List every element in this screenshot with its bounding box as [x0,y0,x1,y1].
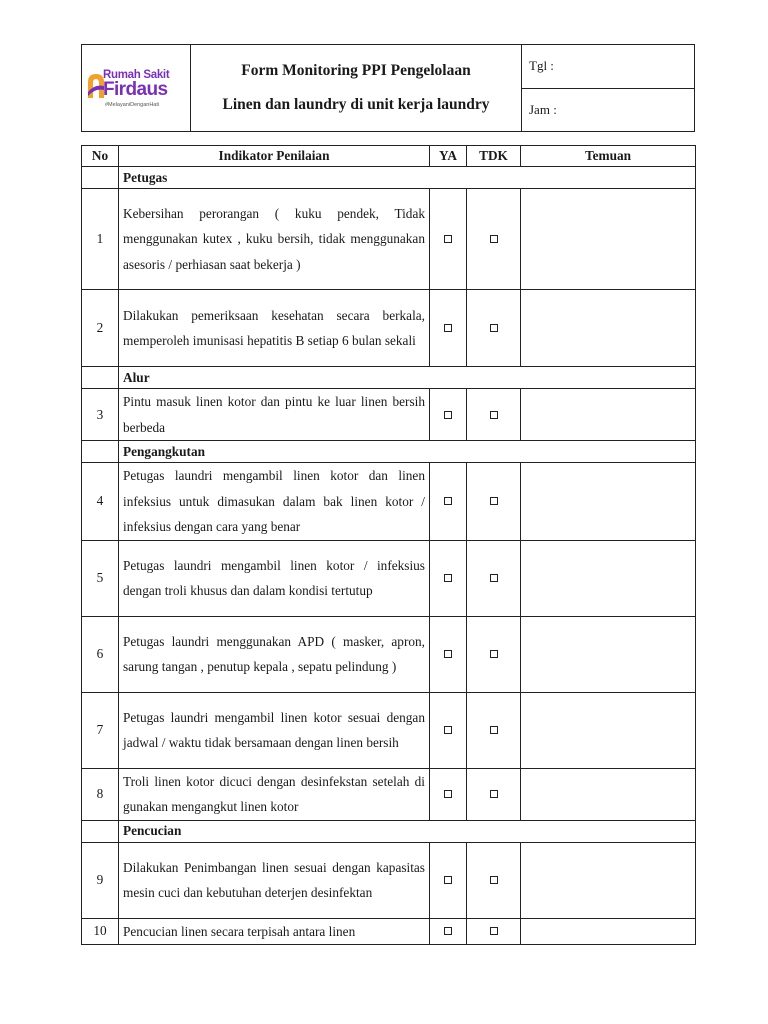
indicator-text: Petugas laundri menggunakan APD ( masker, apron, sarung tangan , penutup kepala , sepatu pelindung ) [119,616,430,692]
header-tdk: TDK [467,146,521,167]
section-title-pengangkutan: Pengangkutan [119,441,696,463]
logo-text-line1: Rumah Sakit [103,69,170,81]
hospital-logo [86,58,190,118]
tdk-checkbox[interactable] [467,463,521,541]
checkbox-icon [444,574,452,582]
ya-checkbox[interactable] [430,290,467,367]
header-temuan: Temuan [521,146,696,167]
ya-checkbox[interactable] [430,389,467,441]
table-header-row [82,146,696,167]
tdk-checkbox[interactable] [467,290,521,367]
table-row [82,616,696,692]
title-line-2: Linen dan laundry di unit kerja laundry [222,96,490,113]
checkbox-icon [490,927,498,935]
row-number: 6 [82,616,119,692]
row-number: 7 [82,692,119,768]
table-row [82,290,696,367]
temuan-cell[interactable] [521,918,696,945]
temuan-cell[interactable] [521,842,696,918]
jam-label: Jam : [529,101,557,117]
checkbox-icon [444,726,452,734]
header-no: No [82,146,119,167]
checkbox-icon [444,650,452,658]
indicator-text: Dilakukan Penimbangan linen sesuai dengan kapasitas mesin cuci dan kebutuhan deterjen desinfektan [119,842,430,918]
tdk-checkbox[interactable] [467,692,521,768]
row-number: 2 [82,290,119,367]
checkbox-icon [444,235,452,243]
ya-checkbox[interactable] [430,918,467,945]
ya-checkbox[interactable] [430,768,467,820]
table-row [82,918,696,945]
tdk-checkbox[interactable] [467,768,521,820]
header-ya: YA [430,146,467,167]
row-number: 10 [82,918,119,945]
tgl-label: Tgl : [529,58,554,74]
tdk-checkbox[interactable] [467,540,521,616]
tdk-checkbox[interactable] [467,389,521,441]
table-row [82,463,696,541]
checkbox-icon [490,650,498,658]
section-row [82,820,696,842]
checkbox-icon [444,497,452,505]
ya-checkbox[interactable] [430,692,467,768]
header-indicator: Indikator Penilaian [119,146,430,167]
checkbox-icon [490,726,498,734]
checkbox-icon [444,324,452,332]
indicator-text: Petugas laundri mengambil linen kotor dan linen infeksius untuk dimasukan dalam bak linen kotor / infeksius dengan cara yang benar [119,463,430,541]
tgl-field[interactable] [522,45,695,89]
section-row [82,441,696,463]
row-number: 4 [82,463,119,541]
tdk-checkbox[interactable] [467,918,521,945]
temuan-cell[interactable] [521,540,696,616]
assessment-table [81,145,696,945]
section-title-alur: Alur [119,367,696,389]
checkbox-icon [490,574,498,582]
indicator-text: Pintu masuk linen kotor dan pintu ke luar linen bersih berbeda [119,389,430,441]
ya-checkbox[interactable] [430,540,467,616]
checkbox-icon [444,790,452,798]
indicator-text: Dilakukan pemeriksaan kesehatan secara berkala, memperoleh imunisasi hepatitis B setiap 6 bulan sekali [119,290,430,367]
title-line-1: Form Monitoring PPI Pengelolaan [241,62,471,79]
ya-checkbox[interactable] [430,189,467,290]
section-title-petugas: Petugas [119,167,696,189]
row-number: 5 [82,540,119,616]
indicator-text: Troli linen kotor dicuci dengan desinfekstan setelah di gunakan mengangkut linen kotor [119,768,430,820]
table-row [82,389,696,441]
jam-field[interactable] [522,88,695,132]
ya-checkbox[interactable] [430,842,467,918]
temuan-cell[interactable] [521,768,696,820]
temuan-cell[interactable] [521,290,696,367]
table-row [82,692,696,768]
table-row [82,768,696,820]
section-title-pencucian: Pencucian [119,820,696,842]
checkbox-icon [490,235,498,243]
ya-checkbox[interactable] [430,616,467,692]
row-number: 9 [82,842,119,918]
checkbox-icon [490,790,498,798]
table-row [82,540,696,616]
temuan-cell[interactable] [521,692,696,768]
form-title [191,45,522,132]
checkbox-icon [490,876,498,884]
checkbox-icon [444,876,452,884]
section-row [82,167,696,189]
indicator-text: Petugas laundri mengambil linen kotor sesuai dengan jadwal / waktu tidak bersamaan dengan linen bersih [119,692,430,768]
tdk-checkbox[interactable] [467,616,521,692]
temuan-cell[interactable] [521,616,696,692]
logo-tagline: #MelayaniDenganHati [105,102,160,108]
indicator-text: Petugas laundri mengambil linen kotor / infeksius dengan troli khusus dan dalam kondisi tertutup [119,540,430,616]
table-row [82,189,696,290]
tdk-checkbox[interactable] [467,842,521,918]
checkbox-icon [444,411,452,419]
indicator-text: Pencucian linen secara terpisah antara linen [119,918,430,945]
temuan-cell[interactable] [521,189,696,290]
row-number: 3 [82,389,119,441]
row-number: 8 [82,768,119,820]
ya-checkbox[interactable] [430,463,467,541]
form-header [81,44,695,132]
checkbox-icon [490,324,498,332]
row-number: 1 [82,189,119,290]
temuan-cell[interactable] [521,463,696,541]
table-row [82,842,696,918]
checkbox-icon [490,411,498,419]
section-row [82,367,696,389]
checkbox-icon [444,927,452,935]
logo-cell [82,45,191,132]
temuan-cell[interactable] [521,389,696,441]
indicator-text: Kebersihan perorangan ( kuku pendek, Tidak menggunakan kutex , kuku bersih, tidak menggunakan asesoris / perhiasan saat bekerja ) [119,189,430,290]
tdk-checkbox[interactable] [467,189,521,290]
checkbox-icon [490,497,498,505]
logo-text-line2: Firdaus [103,79,168,100]
